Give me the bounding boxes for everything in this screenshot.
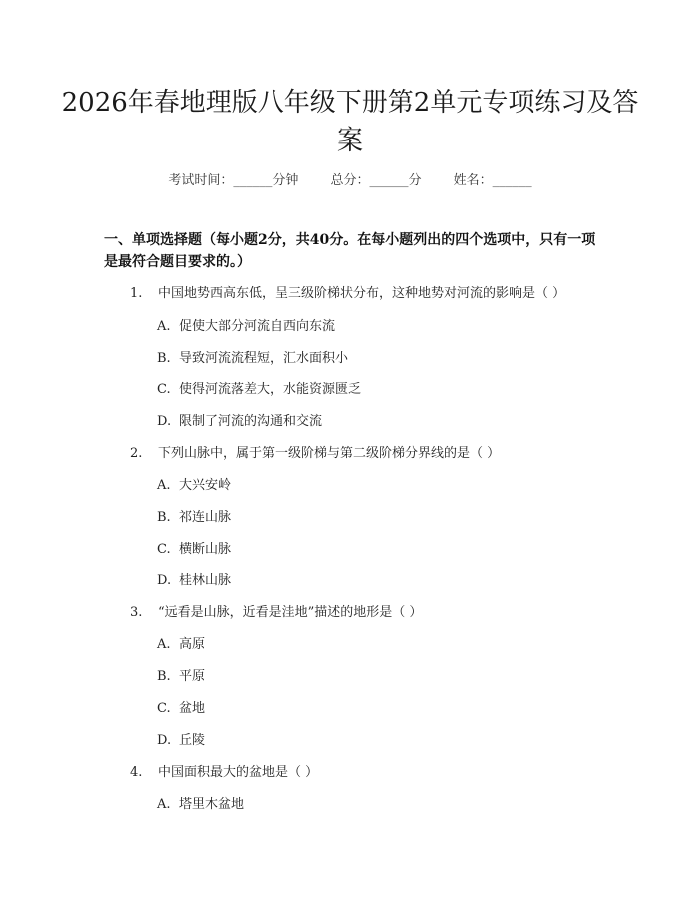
option-text: 塔里木盆地 xyxy=(179,797,245,812)
question-number: 2. xyxy=(130,446,143,461)
option-3c xyxy=(157,697,205,716)
option-text: 盆地 xyxy=(179,701,206,716)
option-2a xyxy=(157,474,231,493)
option-letter: A. xyxy=(157,319,171,334)
option-2c xyxy=(157,538,231,557)
question-1 xyxy=(130,282,565,301)
option-4a xyxy=(157,793,244,812)
question-4 xyxy=(130,761,318,780)
option-text: 限制了河流的沟通和交流 xyxy=(179,414,323,429)
option-letter: B. xyxy=(157,510,171,525)
option-letter: A. xyxy=(157,797,171,812)
option-text: 祁连山脉 xyxy=(179,510,232,525)
student-name: 姓名：______ xyxy=(453,173,532,188)
option-1b xyxy=(157,347,348,366)
option-letter: D. xyxy=(157,414,172,429)
option-1d xyxy=(157,410,322,429)
question-number: 3. xyxy=(130,605,143,620)
option-text: 桂林山脉 xyxy=(179,573,232,588)
option-2d xyxy=(157,569,231,588)
option-text: 丘陵 xyxy=(179,733,206,748)
option-3b xyxy=(157,665,205,684)
option-text: 使得河流落差大，水能资源匮乏 xyxy=(179,382,362,397)
option-letter: D. xyxy=(157,573,172,588)
option-letter: D. xyxy=(157,733,172,748)
question-text: 下列山脉中，属于第一级阶梯与第二级阶梯分界线的是（ ） xyxy=(158,446,501,461)
section-heading: 一、单项选择题（每小题2分，共40分。在每小题列出的四个选项中，只有一项是最符合题目要求的。） xyxy=(104,232,596,270)
option-text: 导致河流流程短，汇水面积小 xyxy=(179,351,349,366)
option-letter: A. xyxy=(157,478,171,493)
question-number: 4. xyxy=(130,765,143,780)
question-2 xyxy=(130,442,500,461)
question-number: 1. xyxy=(130,286,143,301)
question-text: 中国面积最大的盆地是（ ） xyxy=(158,765,319,780)
question-text: 中国地势西高东低，呈三级阶梯状分布，这种地势对河流的影响是（ ） xyxy=(158,286,566,301)
option-letter: B. xyxy=(157,351,171,366)
exam-time: 考试时间：______分钟 xyxy=(168,173,299,188)
option-3a xyxy=(157,633,205,652)
option-letter: A. xyxy=(157,637,171,652)
option-letter: C. xyxy=(157,542,171,557)
option-3d xyxy=(157,729,205,748)
option-text: 促使大部分河流自西向东流 xyxy=(179,319,336,334)
document-title: 2026年春地理版八年级下册第2单元专项练习及答案 xyxy=(61,88,639,156)
option-letter: C. xyxy=(157,701,171,716)
option-letter: C. xyxy=(157,382,171,397)
exam-meta xyxy=(0,169,700,188)
option-2b xyxy=(157,506,231,525)
option-letter: B. xyxy=(157,669,171,684)
total-score: 总分：______分 xyxy=(330,173,422,188)
option-text: 大兴安岭 xyxy=(179,478,232,493)
question-3 xyxy=(130,601,422,620)
option-1a xyxy=(157,315,335,334)
question-text: “远看是山脉，近看是洼地”描述的地形是（ ） xyxy=(158,605,423,620)
option-text: 高原 xyxy=(179,637,206,652)
option-text: 横断山脉 xyxy=(179,542,232,557)
option-1c xyxy=(157,378,361,397)
option-text: 平原 xyxy=(179,669,206,684)
